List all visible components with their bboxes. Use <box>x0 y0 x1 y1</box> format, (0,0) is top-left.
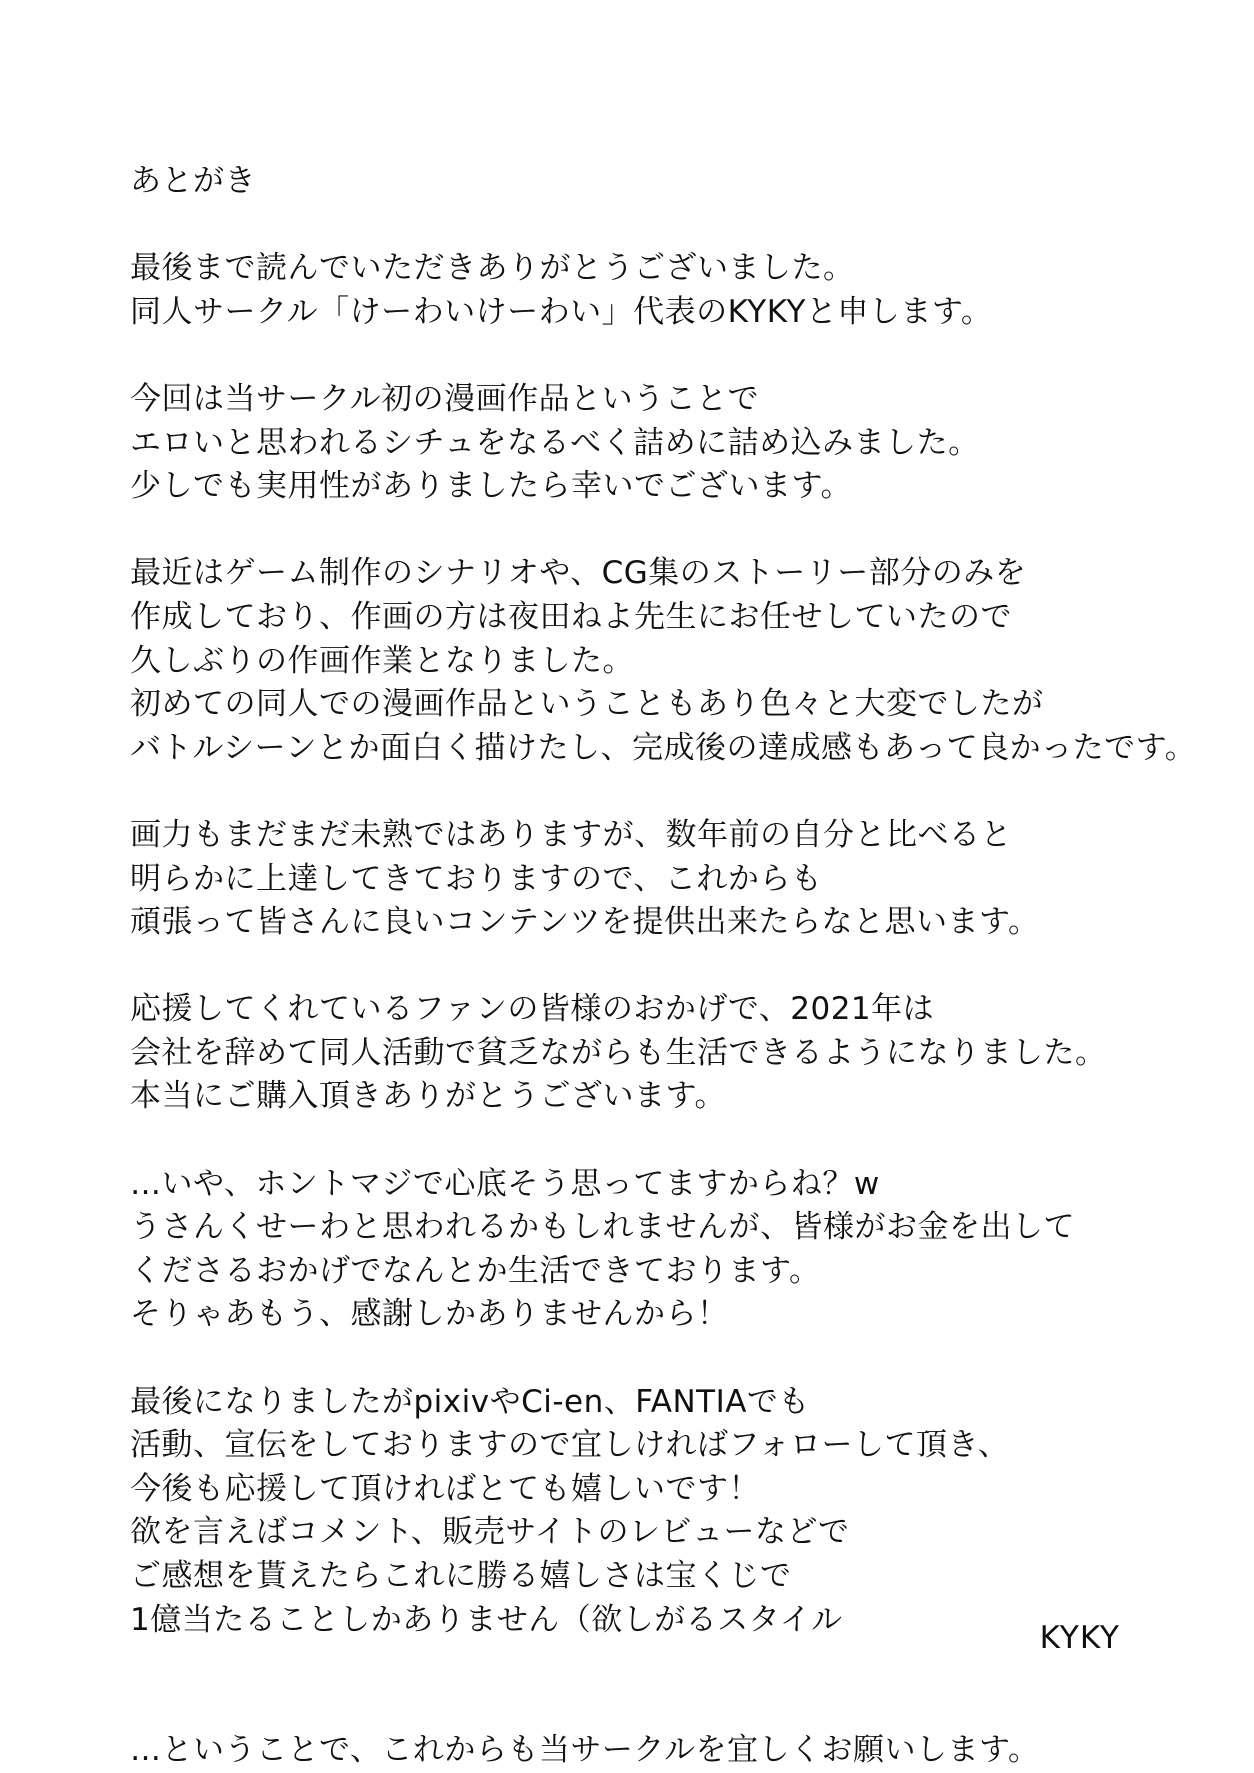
text-line <box>130 945 1140 989</box>
text-line <box>130 1337 1140 1381</box>
text-line: うさんくせーわと思われるかもしれませんが、皆様がお金を出して <box>130 1209 1075 1246</box>
text-line: 今回は当サークル初の漫画作品ということで <box>130 380 760 417</box>
text-line: 今後も応援して頂ければとても嬉しいです！ <box>130 1470 760 1507</box>
afterword-heading: あとがき <box>130 163 256 199</box>
text-line: 久しぶりの作画作業となりました。 <box>130 642 634 679</box>
text-line <box>130 1686 1140 1730</box>
text-line <box>130 509 1140 553</box>
text-line: 同人サークル「けーわいけーわい」代表のKYKYと申します。 <box>130 293 993 330</box>
text-line: 作成しており、作画の方は夜田ねよ先生にお任せしていたので <box>130 598 1012 635</box>
text-line: 画力もまだまだ未熟ではありますが、数年前の自分と比べると <box>130 816 1012 853</box>
text-line <box>130 1119 1140 1163</box>
text-line: 欲を言えばコメント、販売サイトのレビューなどで <box>130 1514 850 1551</box>
text-line: 活動、宣伝をしておりますので宜しければフォローして頂き、 <box>130 1427 1010 1464</box>
text-line: バトルシーンとか面白く描けたし、完成後の達成感もあって良かったです。 <box>130 729 1197 766</box>
text-line: 頑張って皆さんに良いコンテンツを提供出来たらなと思います。 <box>130 904 1040 941</box>
text-line: 初めての同人での漫画作品ということもあり色々と大変でしたが <box>130 686 1044 723</box>
text-line: 最後まで読んでいただきありがとうございました。 <box>130 250 855 287</box>
text-line: …いや、ホントマジで心底そう思ってますからね？w <box>130 1165 880 1202</box>
text-line <box>130 204 1140 248</box>
author-signature: KYKY <box>1039 1620 1120 1656</box>
text-line <box>130 334 1140 378</box>
text-line: 最近はゲーム制作のシナリオや、CG集のストーリー部分のみを <box>130 555 1027 592</box>
text-line: 1億当たることしかありません（欲しがるスタイル <box>130 1601 843 1638</box>
text-line <box>130 770 1140 814</box>
afterword-text <box>130 160 1197 1773</box>
text-line: 少しでも実用性がありましたら幸いでございます。 <box>130 468 853 505</box>
text-line: ご感想を貰えたらこれに勝る嬉しさは宝くじで <box>130 1558 792 1594</box>
text-line <box>130 1642 1140 1686</box>
text-line: 応援してくれているファンの皆様のおかげで、2021年は <box>130 991 935 1028</box>
text-line: 会社を辞めて同人活動で貧乏ながらも生活できるようになりました。 <box>130 1034 1107 1071</box>
text-line: くださるおかげでなんとか生活できております。 <box>130 1252 821 1289</box>
text-line: 最後になりましたがpixivやCi-en、FANTIAでも <box>130 1383 810 1420</box>
text-line: そりゃあもう、感謝しかありませんから！ <box>130 1296 729 1333</box>
text-line: エロいと思われるシチュをなるべく詰めに詰め込みました。 <box>130 424 980 461</box>
text-line: 本当にご購入頂きありがとうございます。 <box>130 1078 727 1115</box>
closing-line: …ということで、これからも当サークルを宜しくお願いします。 <box>130 1732 1040 1769</box>
text-line: 明らかに上達してきておりますので、これからも <box>130 860 823 897</box>
